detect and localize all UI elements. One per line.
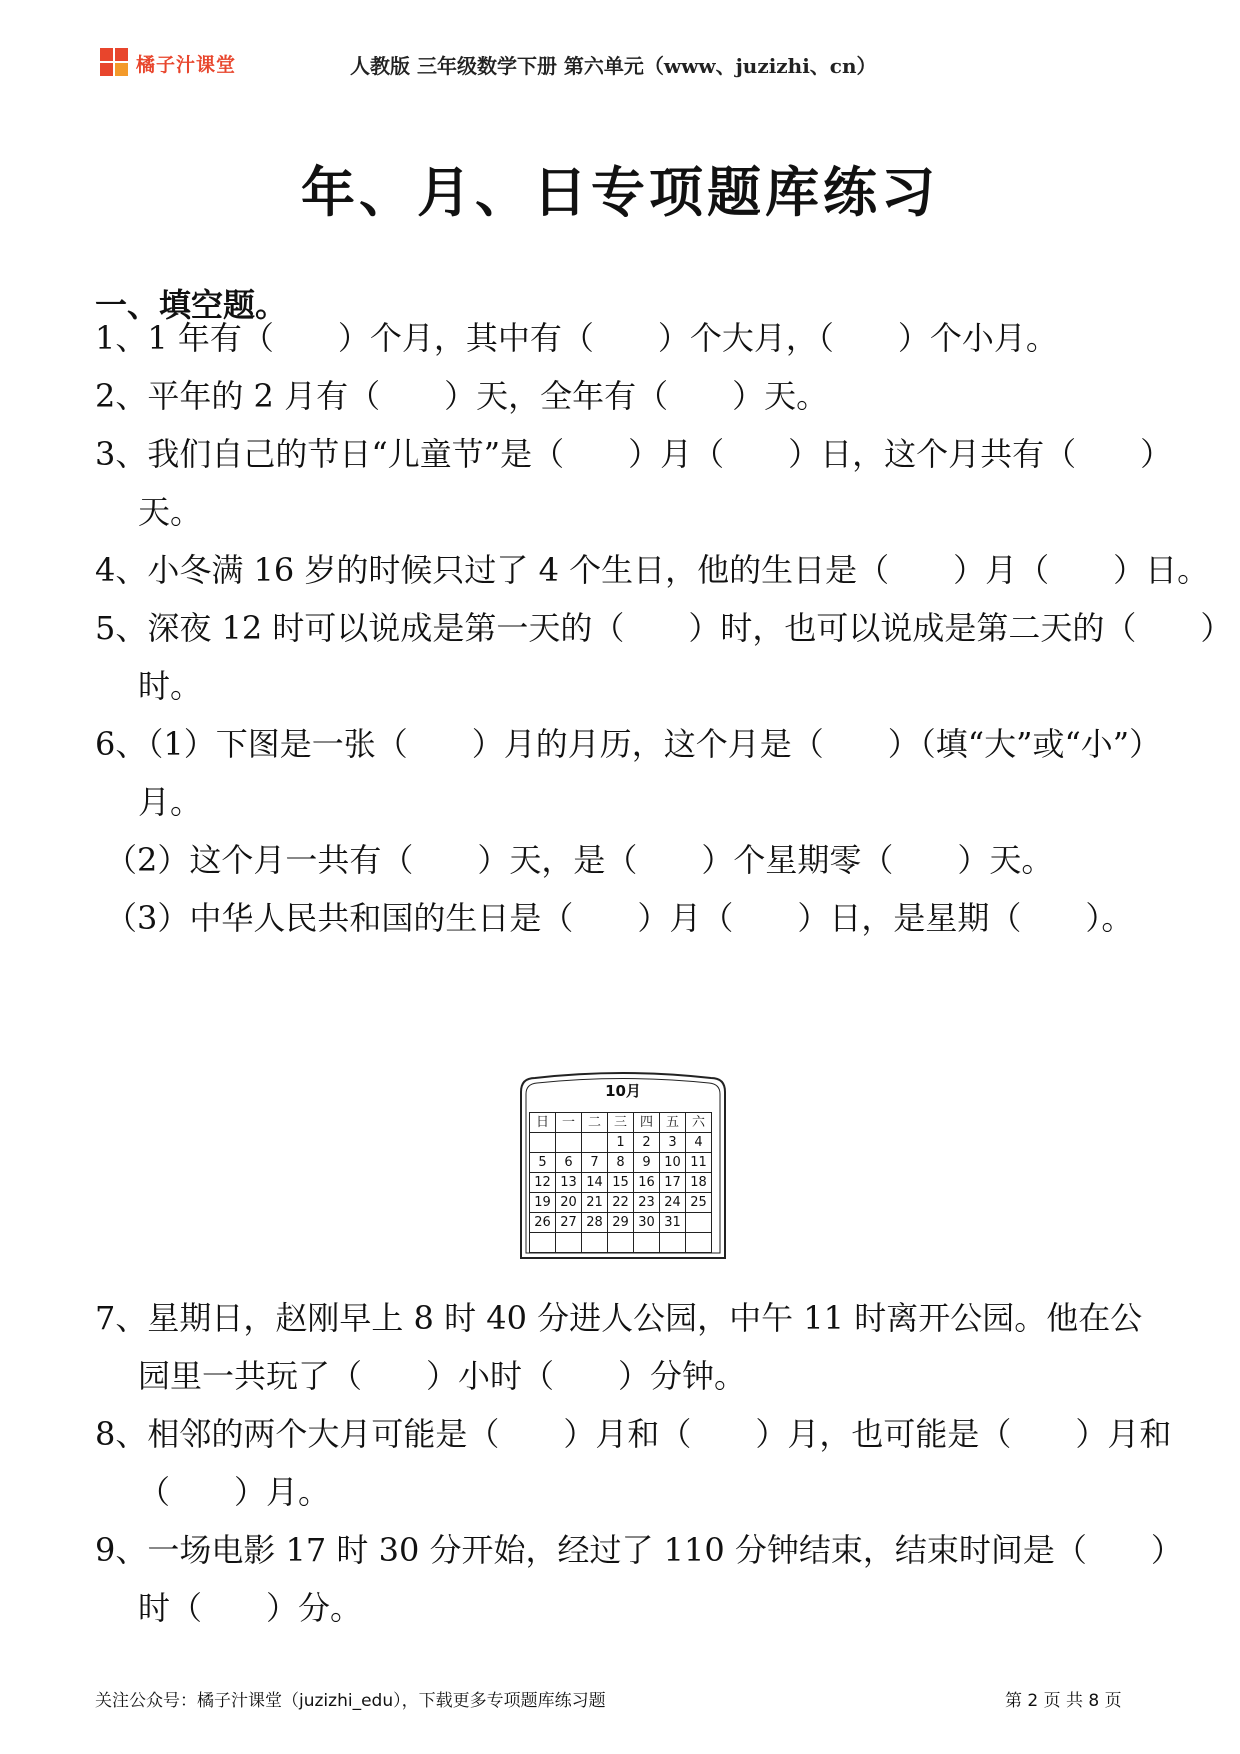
question-6-1: 6、（1）下图是一张（ ）月的月历，这个月是（ ）（填“大”或“小”） — [95, 725, 1162, 763]
question-4: 4、小冬满 16 岁的时候只过了 4 个生日，他的生日是（ ）月（ ）日。 — [95, 551, 1210, 589]
day-cell: 31 — [660, 1213, 686, 1233]
day-cell — [530, 1133, 556, 1153]
calendar-week-row — [530, 1193, 712, 1213]
day-cell: 29 — [608, 1213, 634, 1233]
question-6-2: （2）这个月一共有（ ）天，是（ ）个星期零（ ）天。 — [105, 841, 1054, 879]
day-cell: 19 — [530, 1193, 556, 1213]
day-cell: 7 — [582, 1153, 608, 1173]
day-cell: 2 — [634, 1133, 660, 1153]
brand-logo — [100, 48, 236, 78]
section-heading: 一、填空题。 — [95, 286, 288, 324]
question-1: 1、1 年有（ ）个月，其中有（ ）个大月，（ ）个小月。 — [95, 319, 1058, 357]
day-cell — [660, 1233, 686, 1253]
calendar-week-row — [530, 1153, 712, 1173]
weekday-cell: 四 — [634, 1113, 660, 1133]
logo-icon — [100, 48, 130, 78]
page-number: 第 2 页 共 8 页 — [1005, 1691, 1122, 1711]
day-cell: 17 — [660, 1173, 686, 1193]
question-6-1-cont: 月。 — [138, 783, 203, 821]
day-cell: 25 — [686, 1193, 712, 1213]
day-cell — [582, 1133, 608, 1153]
question-9-cont: 时（ ）分。 — [138, 1589, 363, 1627]
day-cell: 21 — [582, 1193, 608, 1213]
page-header — [0, 0, 1240, 110]
question-3-cont: 天。 — [138, 493, 203, 531]
day-cell: 30 — [634, 1213, 660, 1233]
day-cell: 15 — [608, 1173, 634, 1193]
calendar-week-row — [530, 1233, 712, 1253]
weekday-cell: 一 — [556, 1113, 582, 1133]
day-cell: 18 — [686, 1173, 712, 1193]
day-cell — [530, 1233, 556, 1253]
day-cell — [686, 1233, 712, 1253]
day-cell: 10 — [660, 1153, 686, 1173]
calendar-title: 10月 — [605, 1082, 641, 1100]
day-cell: 5 — [530, 1153, 556, 1173]
question-6-3: （3）中华人民共和国的生日是（ ）月（ ）日，是星期（ ）。 — [105, 899, 1134, 937]
day-cell — [686, 1213, 712, 1233]
day-cell: 13 — [556, 1173, 582, 1193]
page-title: 年、月、日专项题库练习 — [301, 160, 939, 224]
day-cell — [556, 1233, 582, 1253]
question-8: 8、相邻的两个大月可能是（ ）月和（ ）月，也可能是（ ）月和 — [95, 1415, 1172, 1453]
day-cell: 28 — [582, 1213, 608, 1233]
day-cell — [556, 1133, 582, 1153]
day-cell: 20 — [556, 1193, 582, 1213]
question-7: 7、星期日，赵刚早上 8 时 40 分进人公园，中午 11 时离开公园。他在公 — [95, 1299, 1143, 1337]
day-cell: 1 — [608, 1133, 634, 1153]
day-cell — [634, 1233, 660, 1253]
day-cell: 9 — [634, 1153, 660, 1173]
header-subject: 人教版 三年级数学下册 第六单元（www、juzizhi、cn） — [350, 54, 877, 78]
calendar-week-row — [530, 1213, 712, 1233]
weekday-cell: 二 — [582, 1113, 608, 1133]
question-8-cont: （ ）月。 — [138, 1473, 331, 1511]
weekday-cell: 五 — [660, 1113, 686, 1133]
day-cell: 23 — [634, 1193, 660, 1213]
day-cell: 24 — [660, 1193, 686, 1213]
day-cell — [582, 1233, 608, 1253]
day-cell: 14 — [582, 1173, 608, 1193]
day-cell: 22 — [608, 1193, 634, 1213]
october-calendar — [517, 1072, 729, 1260]
calendar-weekday-row — [530, 1113, 712, 1133]
question-9: 9、一场电影 17 时 30 分开始，经过了 110 分钟结束，结束时间是（ ） — [95, 1531, 1183, 1569]
day-cell: 4 — [686, 1133, 712, 1153]
day-cell: 11 — [686, 1153, 712, 1173]
question-2: 2、平年的 2 月有（ ）天，全年有（ ）天。 — [95, 377, 829, 415]
weekday-cell: 六 — [686, 1113, 712, 1133]
day-cell — [608, 1233, 634, 1253]
day-cell: 3 — [660, 1133, 686, 1153]
day-cell: 27 — [556, 1213, 582, 1233]
calendar-grid — [529, 1112, 712, 1253]
logo-text: 橘子汁课堂 — [136, 53, 237, 76]
day-cell: 6 — [556, 1153, 582, 1173]
footer-promo: 关注公众号：橘子汁课堂（juzizhi_edu），下载更多专项题库练习题 — [95, 1691, 606, 1711]
day-cell: 8 — [608, 1153, 634, 1173]
calendar-week-row — [530, 1133, 712, 1153]
day-cell: 12 — [530, 1173, 556, 1193]
weekday-cell: 三 — [608, 1113, 634, 1133]
day-cell: 16 — [634, 1173, 660, 1193]
day-cell: 26 — [530, 1213, 556, 1233]
question-5-cont: 时。 — [138, 667, 203, 705]
question-7-cont: 园里一共玩了（ ）小时（ ）分钟。 — [138, 1357, 747, 1395]
question-3: 3、我们自己的节日“儿童节”是（ ）月（ ）日，这个月共有（ ） — [95, 435, 1173, 473]
calendar-week-row — [530, 1173, 712, 1193]
question-5: 5、深夜 12 时可以说成是第一天的（ ）时，也可以说成是第二天的（ ） — [95, 609, 1233, 647]
weekday-cell: 日 — [530, 1113, 556, 1133]
